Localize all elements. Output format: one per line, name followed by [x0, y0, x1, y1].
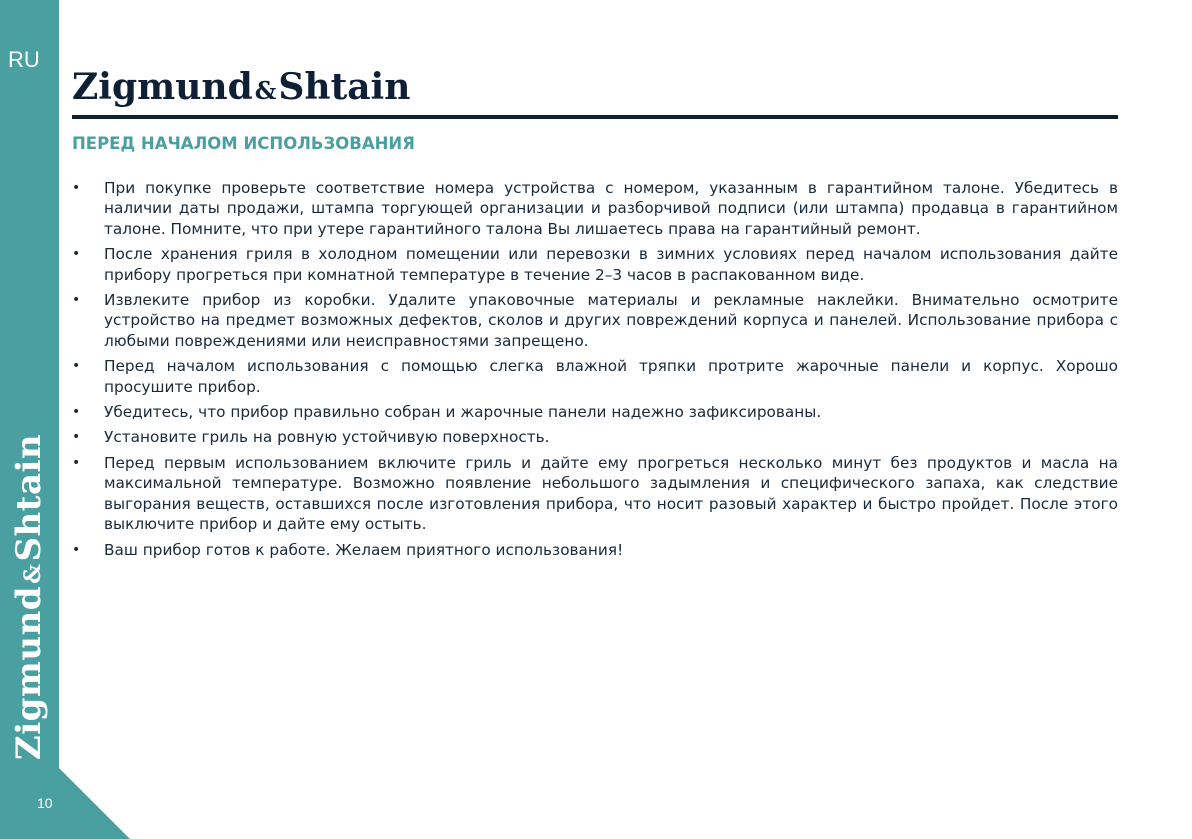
brand-logo: [72, 66, 410, 108]
bullet-icon: •: [72, 404, 81, 421]
header-divider: [72, 115, 1118, 119]
bullet-icon: •: [72, 454, 81, 471]
list-item: [72, 402, 1118, 422]
instructions-list: [72, 178, 1118, 565]
sidebar-brand-logo: [9, 434, 49, 760]
list-item: [72, 290, 1118, 351]
brand-ampersand: &: [254, 76, 277, 105]
bullet-icon: •: [72, 358, 81, 375]
sidebar-brand-name-part1: Zigmund: [9, 585, 49, 761]
bullet-icon: •: [72, 180, 81, 196]
list-item-text: Извлеките прибор из коробки. Удалите упаковочные материалы и рекламные наклейки. Внимательно осмотрите устройство на предмет возможных дефектов, сколов и других повреждений корпуса и панелей. Использование прибора с любыми повреждениями или неисправностями запрещено.: [104, 291, 1118, 350]
brand-name-part1: Zigmund: [72, 66, 253, 108]
bullet-icon: •: [72, 246, 81, 263]
list-item: [72, 427, 1118, 447]
brand-name-part2: Shtain: [278, 66, 411, 108]
sidebar-brand-name-part2: Shtain: [9, 433, 49, 562]
section-heading: ПЕРЕД НАЧАЛОМ ИСПОЛЬЗОВАНИЯ: [72, 134, 415, 153]
list-item-text: Перед началом использования с помощью слегка влажной тряпки протрите жарочные панели и корпус. Хорошо просушите прибор.: [104, 357, 1118, 396]
list-item-text: При покупке проверьте соответствие номера устройства с номером, указанным в гарантийном талоне. Убедитесь в наличии даты продажи, штампа торгующей организации и разборчивой подписи (или штампа) продавца в гарантийном талоне. Помните, что при утере гарантийного талона Вы лишаетесь права на гарантийный ремонт.: [104, 179, 1118, 238]
list-item: [72, 540, 1118, 560]
language-label: RU: [8, 47, 40, 72]
list-item-text: Перед первым использованием включите гриль и дайте ему прогреться несколько минут без продуктов и масла на максимальной температуре. Возможно появление небольшого задымления и специфического запаха, как следствие выгорания веществ, оставшихся после изготовления прибора, что носит разовый характер и быстро пройдет. После этого выключите прибор и дайте ему остыть.: [104, 453, 1118, 534]
list-item-text: Убедитесь, что прибор правильно собран и жарочные панели надежно зафиксированы.: [104, 403, 822, 422]
list-item: [72, 244, 1118, 285]
list-item-text: Установите гриль на ровную устойчивую поверхность.: [104, 428, 550, 447]
list-item: [72, 178, 1118, 239]
list-item: [72, 356, 1118, 397]
sidebar-brand-ampersand: &: [20, 563, 46, 584]
list-item-text: После хранения гриля в холодном помещении или перевозки в зимних условиях перед началом использования дайте прибору прогреться при комнатной температуре в течение 2–3 часов в распакованном виде.: [104, 245, 1118, 284]
page-number: 10: [37, 795, 53, 811]
list-item: [72, 453, 1118, 535]
sidebar-corner-decoration: [0, 768, 130, 839]
bullet-icon: •: [72, 429, 81, 446]
bullet-icon: •: [72, 541, 81, 558]
bullet-icon: •: [72, 292, 81, 309]
list-item-text: Ваш прибор готов к работе. Желаем приятного использования!: [104, 540, 624, 559]
